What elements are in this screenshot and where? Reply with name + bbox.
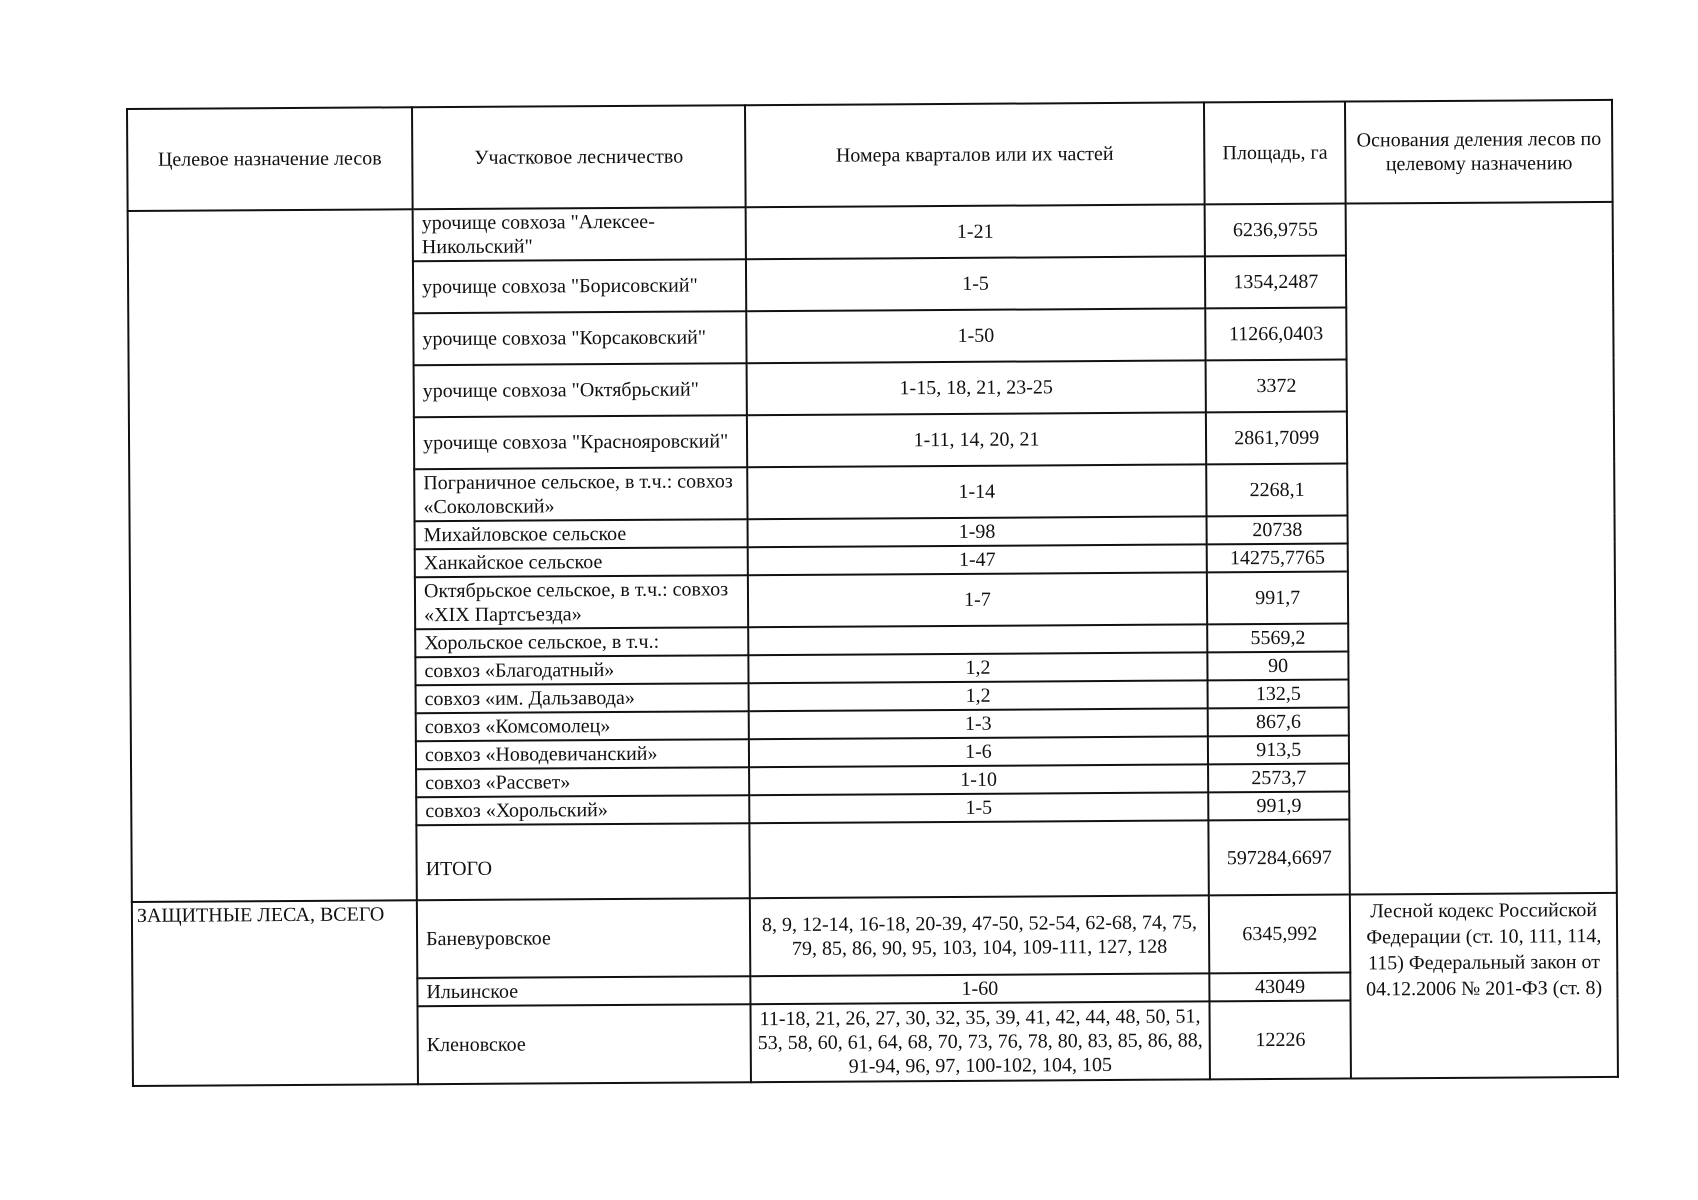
area-cell: 6236,9755 <box>1205 204 1347 257</box>
quarters-cell: 1-5 <box>749 792 1208 823</box>
header-purpose: Целевое назначение лесов <box>127 107 413 211</box>
header-row <box>127 100 1613 211</box>
quarters-cell: 1-7 <box>748 572 1207 627</box>
quarters-cell: 1,2 <box>748 680 1207 711</box>
area-cell: 43049 <box>1209 973 1351 1002</box>
forestry-cell: урочище совхоза "Алексее-Никольский" <box>413 207 746 261</box>
basis-cell-empty <box>1346 202 1617 895</box>
area-cell: 2573,7 <box>1208 764 1350 793</box>
area-cell: 132,5 <box>1208 680 1350 709</box>
area-cell: 867,6 <box>1208 708 1350 737</box>
area-cell: 1354,2487 <box>1205 256 1347 309</box>
quarters-cell <box>748 624 1207 655</box>
area-cell: 12226 <box>1209 1001 1351 1080</box>
forestry-cell: урочище совхоза "Корсаковский" <box>413 311 746 365</box>
quarters-cell: 1-50 <box>746 308 1205 363</box>
forestry-cell: Ильинское <box>417 976 750 1006</box>
quarters-cell: 1-98 <box>747 516 1206 547</box>
forestry-cell: совхоз «Благодатный» <box>415 655 748 685</box>
protective-basis-cell <box>1350 893 1618 1079</box>
forestry-cell: урочище совхоза "Краснояровский" <box>414 415 747 469</box>
total-quarters <box>749 820 1209 898</box>
quarters-cell: 1-5 <box>746 256 1205 311</box>
forestry-cell: Хорольское сельское, в т.ч.: <box>415 627 748 657</box>
protective-purpose-cell: ЗАЩИТНЫЕ ЛЕСА, ВСЕГО <box>132 900 418 1086</box>
quarters-cell: 1-47 <box>748 544 1207 575</box>
area-cell: 3372 <box>1206 360 1348 413</box>
area-cell: 991,7 <box>1207 572 1349 625</box>
area-cell: 991,9 <box>1208 792 1350 821</box>
forestry-cell: Кленовское <box>418 1004 751 1084</box>
forestry-cell: Пограничное сельское, в т.ч.: совхоз «Соколовский» <box>414 467 747 521</box>
quarters-cell: 1-14 <box>747 464 1206 519</box>
forestry-cell: совхоз «Комсомолец» <box>416 711 749 741</box>
quarters-cell: 11-18, 21, 26, 27, 30, 32, 35, 39, 41, 42, 44, 48, 50, 51, 53, 58, 60, 61, 64, 68, 70, 73, 76, 78, 80, 83, 85, 86, 88, 91-94, 96, 97, 100-102, 104, 105 <box>750 1001 1210 1082</box>
forestry-cell: Баневуровское <box>417 898 750 978</box>
purpose-cell-empty <box>128 209 417 902</box>
area-cell: 913,5 <box>1208 736 1350 765</box>
forestry-cell: Ханкайское сельское <box>415 547 748 577</box>
forestry-cell: Октябрьское сельское, в т.ч.: совхоз «XIX Партсъезда» <box>415 575 748 629</box>
total-label: ИТОГО <box>416 823 749 900</box>
header-area: Площадь, га <box>1204 102 1346 205</box>
quarters-cell: 8, 9, 12-14, 16-18, 20-39, 47-50, 52-54, 62-68, 74, 75, 79, 85, 86, 90, 95, 103, 104, 109-111, 127, 128 <box>750 895 1210 976</box>
area-cell: 20738 <box>1207 516 1349 545</box>
protective-basis-text: Лесной кодекс Российской Федерации (ст. 10, 111, 114, 115) Федеральный закон от 04.12.2006 № 201-ФЗ (ст. 8) <box>1366 899 1603 1001</box>
quarters-cell: 1,2 <box>748 652 1207 683</box>
forestry-cell: урочище совхоза "Борисовский" <box>413 259 746 313</box>
quarters-cell: 1-21 <box>746 204 1205 259</box>
forestry-cell: Михайловское сельское <box>415 519 748 549</box>
quarters-cell: 1-10 <box>749 764 1208 795</box>
table-row <box>128 202 1613 263</box>
area-cell: 90 <box>1207 652 1349 681</box>
total-area: 597284,6697 <box>1208 820 1350 896</box>
header-quarters: Номера кварталов или их частей <box>745 102 1205 207</box>
header-basis: Основания деления лесов по целевому назначению <box>1345 100 1612 204</box>
area-cell: 14275,7765 <box>1207 544 1349 573</box>
quarters-cell: 1-3 <box>749 708 1208 739</box>
area-cell: 6345,992 <box>1209 895 1351 974</box>
header-forestry: Участковое лесничество <box>412 105 746 209</box>
forestry-cell: совхоз «им. Дальзавода» <box>416 683 749 713</box>
area-cell: 2268,1 <box>1206 464 1348 517</box>
area-cell: 11266,0403 <box>1205 308 1347 361</box>
forest-purpose-table <box>126 99 1619 1087</box>
quarters-cell: 1-11, 14, 20, 21 <box>747 412 1206 467</box>
quarters-cell: 1-15, 18, 21, 23-25 <box>746 360 1205 415</box>
forestry-cell: совхоз «Хорольский» <box>416 795 749 825</box>
table-row <box>132 893 1617 980</box>
forestry-cell: совхоз «Новодевичанский» <box>416 739 749 769</box>
forestry-cell: совхоз «Рассвет» <box>416 767 749 797</box>
area-cell: 2861,7099 <box>1206 412 1348 465</box>
forestry-cell: урочище совхоза "Октябрьский" <box>414 363 747 417</box>
area-cell: 5569,2 <box>1207 624 1349 653</box>
quarters-cell: 1-6 <box>749 736 1208 767</box>
quarters-cell: 1-60 <box>750 973 1209 1004</box>
